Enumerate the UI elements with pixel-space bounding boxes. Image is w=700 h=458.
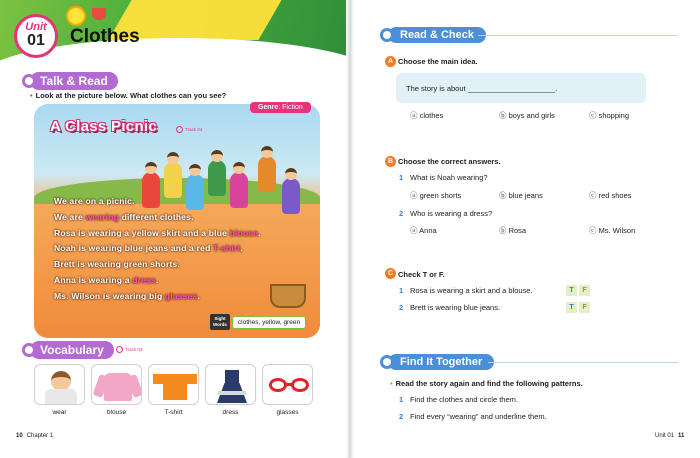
main-idea-box <box>396 73 646 103</box>
wear-picture-icon <box>34 364 85 405</box>
question-text: What is Noah wearing? <box>410 173 488 182</box>
false-box[interactable]: F <box>579 285 590 296</box>
option-c[interactable]: ⓒ Ms. Wilson <box>589 226 636 235</box>
unit-number: 01 <box>27 32 45 49</box>
heading-dot-icon <box>22 74 36 88</box>
page-number-right: Unit 01 11 <box>655 433 685 439</box>
question-number: 1 <box>399 286 404 295</box>
unit-badge <box>14 14 58 58</box>
true-false-boxes[interactable] <box>566 302 590 313</box>
story-line: Brett is wearing green shorts. <box>54 259 180 270</box>
page-number-left: 10 Chapter 1 <box>16 433 54 439</box>
blouse-picture-icon <box>91 364 142 405</box>
vocabulary-list <box>34 364 313 416</box>
question-b-badge: B <box>385 156 396 167</box>
question-number: 2 <box>399 303 404 312</box>
story-line: We are wearing different clothes. <box>54 211 194 222</box>
option-b[interactable]: ⓑ blue jeans <box>499 191 543 200</box>
option-c[interactable]: ⓒ red shoes <box>589 191 632 200</box>
option-c[interactable]: ⓒ shopping <box>589 111 630 120</box>
option-a[interactable]: ⓐ green shorts <box>410 191 462 200</box>
question-a-title: Choose the main idea. <box>398 57 478 66</box>
true-box[interactable]: T <box>566 285 577 296</box>
option-a[interactable]: ⓐ clothes <box>410 111 444 120</box>
question-number: 1 <box>399 173 404 182</box>
vocabulary-heading: Vocabulary <box>22 341 114 359</box>
vocab-label: blouse <box>106 409 127 416</box>
story-text <box>54 196 261 307</box>
vocab-item <box>91 364 142 416</box>
vocab-label: dress <box>222 409 239 416</box>
story-track-tag[interactable]: Track 04 <box>176 126 202 133</box>
story-line: Anna is wearing a dress. <box>54 274 159 285</box>
find-together-heading: Find It Together <box>380 354 494 370</box>
question-a-badge: A <box>385 56 396 67</box>
vocab-label: glasses <box>276 409 299 416</box>
sight-words-list: clothes, yellow, green <box>232 316 306 329</box>
story-line: Noah is wearing blue jeans and a red T-shirt. <box>54 243 243 254</box>
statement-text: Rosa is wearing a skirt and a blouse. <box>410 286 533 295</box>
heading-dot-icon <box>22 343 36 357</box>
task-number: 1 <box>399 395 404 404</box>
t-shirt-picture-icon <box>148 364 199 405</box>
question-number: 2 <box>399 209 404 218</box>
sight-words <box>210 314 306 330</box>
vocab-track-tag[interactable]: Track 03 <box>116 346 142 353</box>
picnic-basket-icon <box>270 284 306 308</box>
heading-rule <box>488 362 678 363</box>
unit-label: Unit <box>25 21 47 33</box>
glasses-picture-icon <box>262 364 313 405</box>
story-line: We are on a picnic. <box>54 196 135 206</box>
task-number: 2 <box>399 412 404 421</box>
true-box[interactable]: T <box>566 302 577 313</box>
option-b[interactable]: ⓑ Rosa <box>499 226 527 235</box>
task-text: Find the clothes and circle them. <box>410 395 518 404</box>
sight-words-label: Sight Words <box>210 314 230 330</box>
heading-dot-icon <box>380 28 394 42</box>
question-b-title: Choose the correct answers. <box>398 157 501 166</box>
question-c-badge: C <box>385 268 396 279</box>
statement-text: Brett is wearing blue jeans. <box>410 303 501 312</box>
vocab-item <box>262 364 313 416</box>
vocab-item <box>205 364 256 416</box>
audio-disc-icon <box>116 346 123 353</box>
story-line: Rosa is wearing a yellow skirt and a blue blouse. <box>54 227 261 238</box>
genre-tag: Genre: Fiction <box>250 102 311 113</box>
read-check-heading: Read & Check <box>380 27 486 43</box>
true-false-boxes[interactable] <box>566 285 590 296</box>
audio-disc-icon <box>176 126 183 133</box>
heading-dot-icon <box>380 355 394 369</box>
vocab-item <box>34 364 85 416</box>
talk-read-heading: Talk & Read <box>22 72 118 90</box>
story-line: Ms. Wilson is wearing big glasses. <box>54 290 201 301</box>
sun-icon <box>66 6 86 26</box>
option-b[interactable]: ⓑ boys and girls <box>499 111 555 120</box>
story-title: A Class Picnic <box>50 118 158 135</box>
dress-picture-icon <box>205 364 256 405</box>
page-gutter <box>346 0 354 458</box>
false-box[interactable]: F <box>579 302 590 313</box>
page-title: Clothes <box>70 26 140 47</box>
question-c-title: Check T or F. <box>398 270 445 279</box>
vocab-label: wear <box>52 409 67 416</box>
main-idea-sentence: The story is about _____________________. <box>406 84 558 93</box>
trophy-icon <box>92 8 106 20</box>
vocab-label: T-shirt <box>164 409 183 416</box>
find-instruction: • Read the story again and find the following patterns. <box>390 379 583 388</box>
heading-rule <box>478 35 678 36</box>
task-text: Find every “wearing” and underline them. <box>410 412 547 421</box>
talk-read-instruction: • Look at the picture below. What clothes can you see? <box>30 91 227 100</box>
option-a[interactable]: ⓐ Anna <box>410 226 437 235</box>
question-text: Who is wearing a dress? <box>410 209 493 218</box>
vocab-item <box>148 364 199 416</box>
